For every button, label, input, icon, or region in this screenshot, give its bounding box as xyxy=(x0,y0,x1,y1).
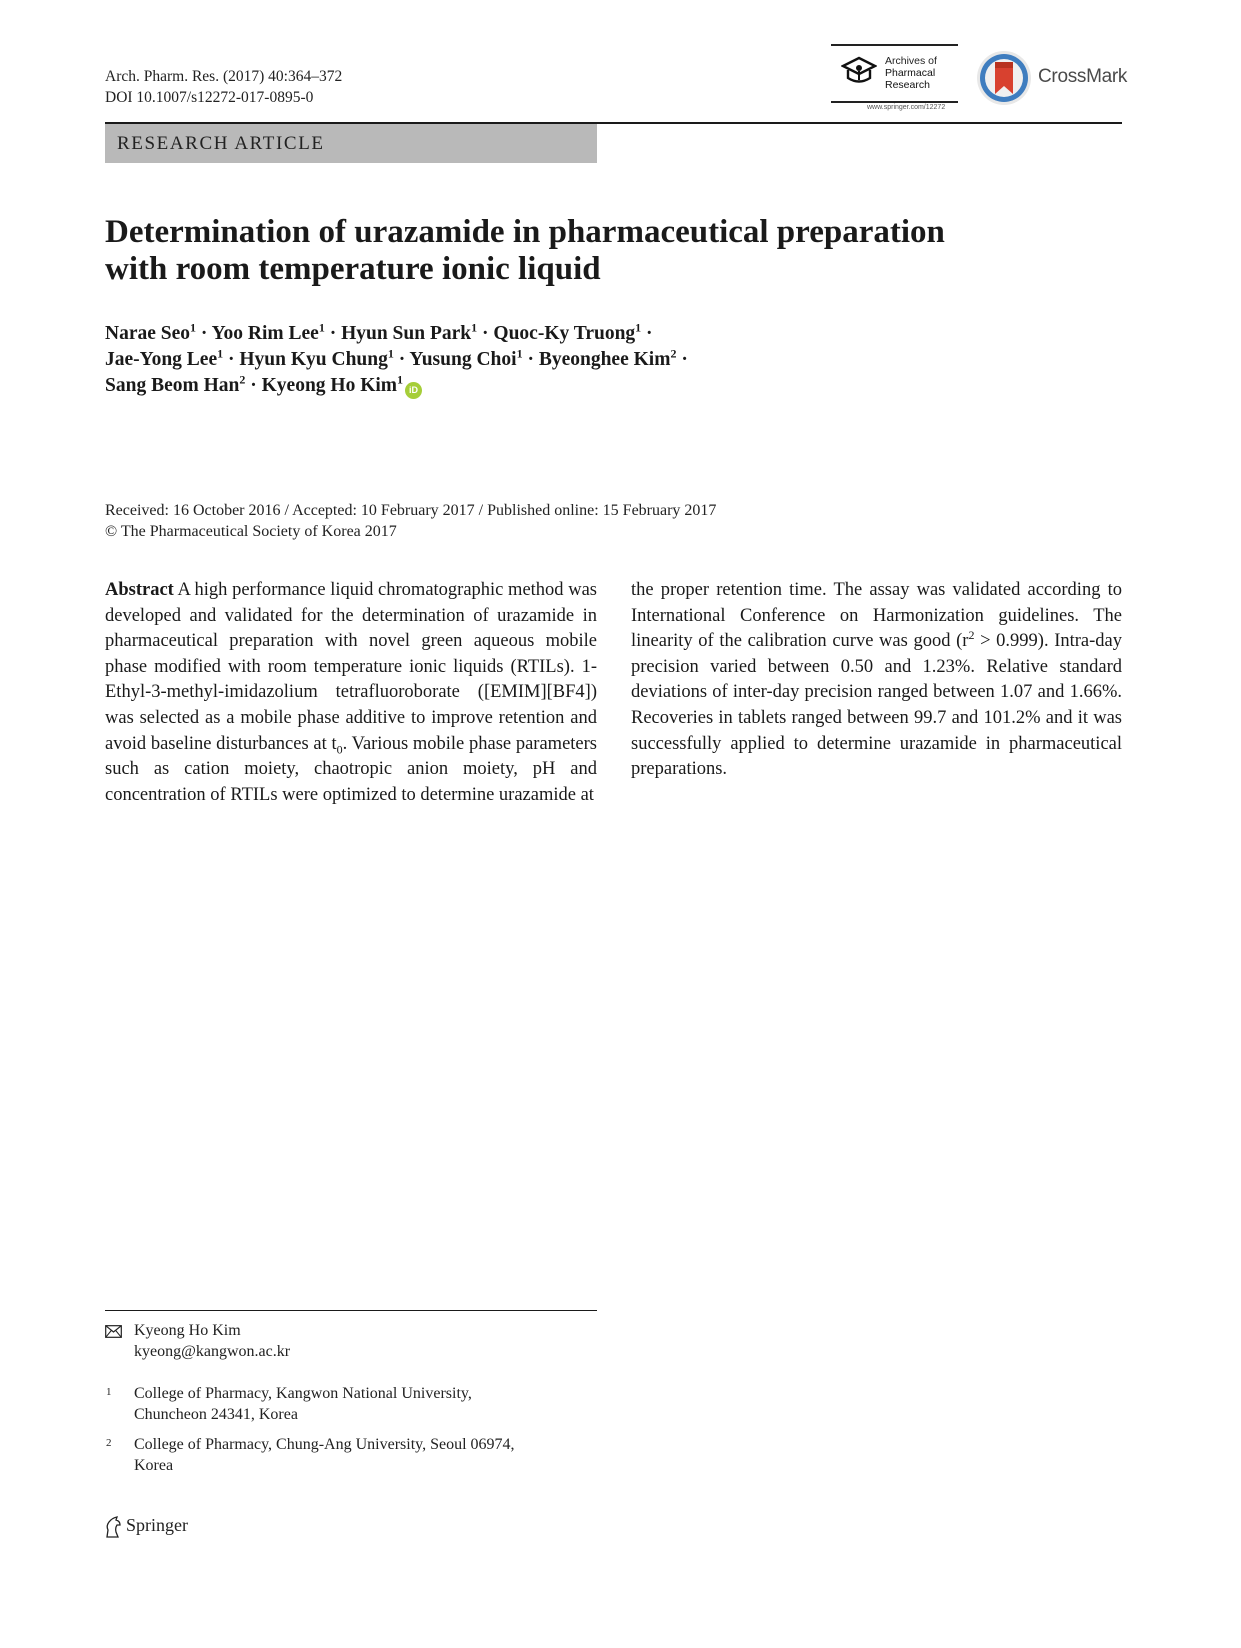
orcid-icon[interactable]: iD xyxy=(405,382,422,399)
journal-logo-url[interactable]: www.springer.com/12272 xyxy=(867,104,946,111)
affiliation-number: 1 xyxy=(106,1386,112,1398)
logo-bottom-rule xyxy=(831,101,958,103)
affiliation-line: Chuncheon 24341, Korea xyxy=(134,1406,298,1423)
footnote-divider xyxy=(105,1310,597,1311)
author-affiliation-marker: 2 xyxy=(239,372,246,387)
author-name[interactable]: Byeonghee Kim xyxy=(538,349,671,370)
abstract-text-part2: . Various mobile phase parameters such as cation moiety, chaotropic anion moiety, pH and concentration of RTILs were optimized to determine urazamide at xyxy=(105,733,597,805)
author-separator: · xyxy=(527,349,534,370)
affiliation-line: College of Pharmacy, Chung-Ang University, Seoul 06974, xyxy=(134,1436,515,1453)
journal-logo-line1: Archives of xyxy=(885,55,937,67)
author-separator: · xyxy=(398,349,406,370)
affiliation-line: College of Pharmacy, Kangwon National University, xyxy=(134,1385,472,1402)
abstract-text-part4: > 0.999). Intra-day precision varied between 0.50 and 1.23%. Relative standard deviations of inter-day precision ranged between 1.07 and 1.66%. Recoveries in tablets ranged between 99.7 and 101.2% and it was successfully applied to determine urazamide in pharmaceutical preparations. xyxy=(631,631,1123,780)
journal-logo-line2: Pharmacal xyxy=(885,67,936,79)
author-separator: · xyxy=(250,375,257,396)
author-name[interactable]: Narae Seo xyxy=(105,323,191,344)
journal-header xyxy=(105,66,342,108)
crossmark-label: CrossMark xyxy=(1038,66,1128,87)
received-accepted-published: Received: 16 October 2016 / Accepted: 10 February 2017 / Published online: 15 February 2017 xyxy=(105,502,717,519)
author-separator: · xyxy=(482,323,489,344)
author-line-3 xyxy=(105,373,1005,399)
journal-logo[interactable] xyxy=(831,44,958,114)
abstract-left-column xyxy=(105,578,597,808)
article-title-line1: Determination of urazamide in pharmaceutical preparation xyxy=(105,214,945,250)
author-name[interactable]: Sang Beom Han xyxy=(105,375,240,396)
publication-dates xyxy=(105,500,716,542)
crossmark-icon xyxy=(976,50,1032,106)
affiliation-line: Korea xyxy=(134,1457,174,1474)
abstract-heading: Abstract xyxy=(105,580,174,600)
journal-emblem-icon xyxy=(841,56,877,86)
article-title xyxy=(105,214,1005,288)
author-name[interactable]: Hyun Kyu Chung xyxy=(239,349,388,370)
author-line-1 xyxy=(105,321,1005,347)
author-affiliation-marker: 1 xyxy=(516,346,523,361)
author-separator: · xyxy=(329,323,337,344)
corresponding-author-name: Kyeong Ho Kim xyxy=(134,1322,241,1339)
author-affiliation-marker: 1 xyxy=(190,320,197,335)
springer-horse-icon xyxy=(104,1516,122,1538)
author-name[interactable]: Hyun Sun Park xyxy=(341,323,472,344)
author-name[interactable]: Kyeong Ho Kim xyxy=(261,375,398,396)
affiliation-2 xyxy=(134,1434,594,1476)
author-affiliation-marker: 1 xyxy=(318,320,325,335)
author-separator: · xyxy=(227,349,235,370)
journal-logo-line3: Research xyxy=(885,79,930,91)
corresponding-author xyxy=(134,1320,290,1362)
author-affiliation-marker: 1 xyxy=(471,320,478,335)
author-affiliation-marker: 1 xyxy=(387,346,394,361)
author-separator: · xyxy=(646,323,653,344)
doi[interactable]: DOI 10.1007/s12272-017-0895-0 xyxy=(105,89,314,106)
author-separator: · xyxy=(200,323,208,344)
affiliation-number: 2 xyxy=(106,1437,112,1449)
abstract-right-column xyxy=(631,578,1122,783)
abstract-text-part1: A high performance liquid chromatographic method was developed and validated for the determination of urazamide in pharmaceutical preparation with novel green aqueous mobile phase modified with room temperature ionic liquids (RTILs). 1-Ethyl-3-methyl-imidazolium tetrafluoroborate ([EMIM][BF4]) was selected as a mobile phase additive to improve retention and avoid baseline disturbances at t xyxy=(105,580,597,754)
author-line-2 xyxy=(105,347,1005,373)
journal-citation: Arch. Pharm. Res. (2017) 40:364–372 xyxy=(105,68,343,85)
author-affiliation-marker: 1 xyxy=(217,346,224,361)
abstract-text-part3: the proper retention time. The assay was validated according to International Conference on Harmonization guidelines. The linearity of the calibration curve was good (r xyxy=(631,580,1122,652)
article-type-banner: RESEARCH ARTICLE xyxy=(105,124,597,163)
article-title-line2: with room temperature ionic liquid xyxy=(105,251,601,287)
author-name[interactable]: Yusung Choi xyxy=(409,349,517,370)
crossmark-badge[interactable] xyxy=(976,50,1126,108)
author-affiliation-marker: 1 xyxy=(397,372,404,387)
author-list xyxy=(105,321,1005,399)
corresponding-author-email[interactable]: kyeong@kangwon.ac.kr xyxy=(134,1343,291,1360)
publisher-name: Springer xyxy=(126,1515,188,1535)
affiliation-1 xyxy=(134,1383,594,1425)
author-name[interactable]: Quoc-Ky Truong xyxy=(493,323,636,344)
abstract-superscript: 2 xyxy=(968,628,975,643)
author-name[interactable]: Yoo Rim Lee xyxy=(211,323,319,344)
author-name[interactable]: Jae-Yong Lee xyxy=(105,349,218,370)
author-affiliation-marker: 1 xyxy=(635,320,642,335)
author-separator: · xyxy=(681,349,688,370)
abstract-subscript: 0 xyxy=(336,742,343,757)
logo-top-rule xyxy=(831,44,958,46)
copyright-notice: © The Pharmaceutical Society of Korea 2017 xyxy=(105,523,397,540)
envelope-icon xyxy=(105,1325,122,1338)
author-affiliation-marker: 2 xyxy=(670,346,677,361)
